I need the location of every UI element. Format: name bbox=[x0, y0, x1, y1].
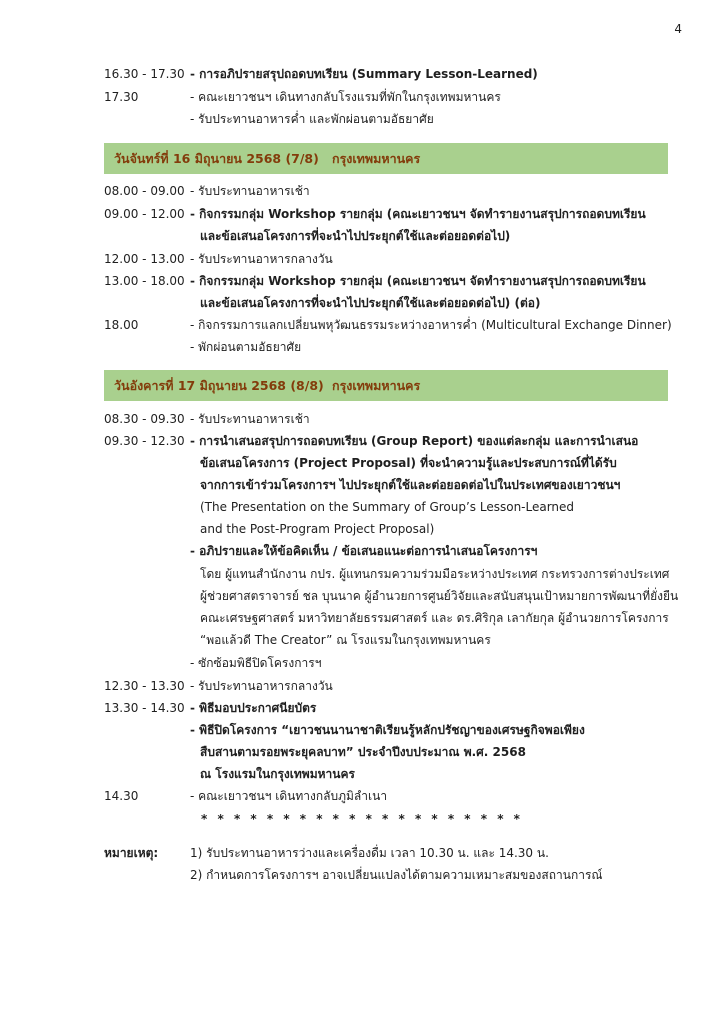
day-date: วันอังคารที่ 17 มิถุนายน 2568 (8/8) bbox=[114, 378, 324, 393]
row-time: 09.30 - 12.30 bbox=[104, 434, 185, 448]
row-time: 13.00 - 18.00 bbox=[104, 274, 185, 288]
row-text: - กิจกรรมกลุ่ม Workshop รายกลุ่ม (คณะเยาวชนฯ จัดทำรายงานสรุปการถอดบทเรียน bbox=[190, 274, 646, 288]
row-text: ข้อเสนอโครงการ (Project Proposal) ที่จะนำความรู้และประสบการณ์ที่ได้รับ bbox=[200, 456, 617, 470]
schedule-row bbox=[104, 292, 684, 314]
row-time: 08.30 - 09.30 bbox=[104, 412, 185, 426]
schedule-row bbox=[104, 697, 684, 719]
day-header-7 bbox=[104, 143, 668, 174]
schedule-row bbox=[104, 108, 684, 130]
row-text: - กิจกรรมการแลกเปลี่ยนพหุวัฒนธรรมระหว่างอาหารค่ำ (Multicultural Exchange Dinner) bbox=[190, 318, 672, 332]
page-number: 4 bbox=[674, 22, 682, 36]
row-time: 12.00 - 13.00 bbox=[104, 252, 185, 266]
schedule-row bbox=[104, 203, 684, 225]
schedule-row bbox=[104, 652, 684, 674]
row-text: จากการเข้าร่วมโครงการฯ ไปประยุกต์ใช้และต่อยอดต่อไปในประเทศของเยาวชนฯ bbox=[200, 478, 621, 492]
row-text: (The Presentation on the Summary of Group’s Lesson-Learned bbox=[200, 500, 575, 514]
row-text: - คณะเยาวชนฯ เดินทางกลับโรงแรมที่พักในกรุงเทพมหานคร bbox=[190, 90, 501, 104]
schedule-row bbox=[104, 540, 684, 562]
schedule-row bbox=[104, 225, 684, 247]
schedule-row bbox=[104, 496, 684, 518]
row-text: และข้อเสนอโครงการที่จะนำไปประยุกต์ใช้และต่อยอดต่อไป) bbox=[200, 229, 511, 243]
separator: * * * * * * * * * * * * * * * * * * * * bbox=[201, 812, 523, 826]
row-time: 18.00 bbox=[104, 318, 139, 332]
schedule-row bbox=[104, 607, 684, 629]
day-header-8 bbox=[104, 370, 668, 401]
row-text: โดย ผู้แทนสำนักงาน กปร. ผู้แทนกรมความร่วมมือระหว่างประเทศ กระทรวงการต่างประเทศ bbox=[200, 567, 670, 581]
schedule-row bbox=[104, 518, 684, 540]
schedule-row bbox=[104, 785, 684, 807]
notes-label: หมายเหตุ: bbox=[104, 846, 159, 860]
row-time: 12.30 - 13.30 bbox=[104, 679, 185, 693]
row-text: - การนำเสนอสรุปการถอดบทเรียน (Group Report) ของแต่ละกลุ่ม และการนำเสนอ bbox=[190, 434, 639, 448]
schedule-row bbox=[104, 741, 684, 763]
row-text: คณะเศรษฐศาสตร์ มหาวิทยาลัยธรรมศาสตร์ และ ดร.ศิริกุล เลากัยกุล ผู้อำนวยการโครงการ bbox=[200, 611, 669, 625]
row-text: สืบสานตามรอยพระยุคลบาท” ประจำปีงบประมาณ พ.ศ. 2568 bbox=[200, 745, 526, 759]
schedule-row bbox=[104, 408, 684, 430]
row-text: - รับประทานอาหารกลางวัน bbox=[190, 252, 333, 266]
schedule-row bbox=[104, 63, 684, 85]
schedule-row bbox=[104, 430, 684, 452]
row-text: and the Post-Program Project Proposal) bbox=[200, 522, 435, 536]
schedule-row bbox=[104, 270, 684, 292]
row-text: “พอแล้วดี The Creator” ณ โรงแรมในกรุงเทพมหานคร bbox=[200, 633, 491, 647]
row-text: - พิธีปิดโครงการ “เยาวชนนานาชาติเรียนรู้หลักปรัชญาของเศรษฐกิจพอเพียง bbox=[190, 723, 585, 737]
row-text: - รับประทานอาหารค่ำ และพักผ่อนตามอัธยาศัย bbox=[190, 112, 434, 126]
schedule-row bbox=[104, 86, 684, 108]
row-time: 14.30 bbox=[104, 789, 139, 803]
row-text: - อภิปรายและให้ข้อคิดเห็น / ข้อเสนอแนะต่อการนำเสนอโครงการฯ bbox=[190, 544, 538, 558]
notes-row bbox=[104, 864, 684, 886]
notes-row bbox=[104, 842, 684, 864]
schedule-row bbox=[104, 314, 684, 336]
row-text: - พักผ่อนตามอัธยาศัย bbox=[190, 340, 302, 354]
row-text: และข้อเสนอโครงการที่จะนำไปประยุกต์ใช้และต่อยอดต่อไป) (ต่อ) bbox=[200, 296, 541, 310]
row-text: ณ โรงแรมในกรุงเทพมหานคร bbox=[200, 767, 355, 781]
schedule-row bbox=[104, 452, 684, 474]
row-time: 09.00 - 12.00 bbox=[104, 207, 185, 221]
schedule-row bbox=[104, 629, 684, 651]
schedule-row bbox=[104, 248, 684, 270]
schedule-row bbox=[104, 675, 684, 697]
row-text: - กิจกรรมกลุ่ม Workshop รายกลุ่ม (คณะเยาวชนฯ จัดทำรายงานสรุปการถอดบทเรียน bbox=[190, 207, 646, 221]
row-text: - รับประทานอาหารกลางวัน bbox=[190, 679, 333, 693]
schedule-row bbox=[104, 180, 684, 202]
row-text: - การอภิปรายสรุปถอดบทเรียน (Summary Lesson-Learned) bbox=[190, 67, 538, 81]
schedule-row bbox=[104, 719, 684, 741]
schedule-row bbox=[104, 585, 684, 607]
row-text: - รับประทานอาหารเช้า bbox=[190, 412, 310, 426]
schedule-row bbox=[104, 763, 684, 785]
row-time: 13.30 - 14.30 bbox=[104, 701, 185, 715]
schedule-row bbox=[104, 563, 684, 585]
row-time: 16.30 - 17.30 bbox=[104, 67, 185, 81]
row-time: 17.30 bbox=[104, 90, 139, 104]
row-text: - รับประทานอาหารเช้า bbox=[190, 184, 310, 198]
schedule-row bbox=[104, 474, 684, 496]
row-text: - คณะเยาวชนฯ เดินทางกลับภูมิลำเนา bbox=[190, 789, 388, 803]
day-place: กรุงเทพมหานคร bbox=[332, 151, 421, 166]
note-item: 2) กำหนดการโครงการฯ อาจเปลี่ยนแปลงได้ตามความเหมาะสมของสถานการณ์ bbox=[190, 868, 603, 882]
day-place: กรุงเทพมหานคร bbox=[332, 378, 421, 393]
row-text: ผู้ช่วยศาสตราจารย์ ชล บุนนาค ผู้อำนวยการศูนย์วิจัยและสนับสนุนเป้าหมายการพัฒนาที่ยั่งยืน bbox=[200, 589, 679, 603]
row-text: - พิธีมอบประกาศนียบัตร bbox=[190, 701, 317, 715]
row-time: 08.00 - 09.00 bbox=[104, 184, 185, 198]
schedule-row bbox=[104, 336, 684, 358]
row-text: - ซักซ้อมพิธีปิดโครงการฯ bbox=[190, 656, 322, 670]
note-item: 1) รับประทานอาหารว่างและเครื่องดื่ม เวลา 10.30 น. และ 14.30 น. bbox=[190, 846, 549, 860]
day-date: วันจันทร์ที่ 16 มิถุนายน 2568 (7/8) bbox=[114, 151, 319, 166]
